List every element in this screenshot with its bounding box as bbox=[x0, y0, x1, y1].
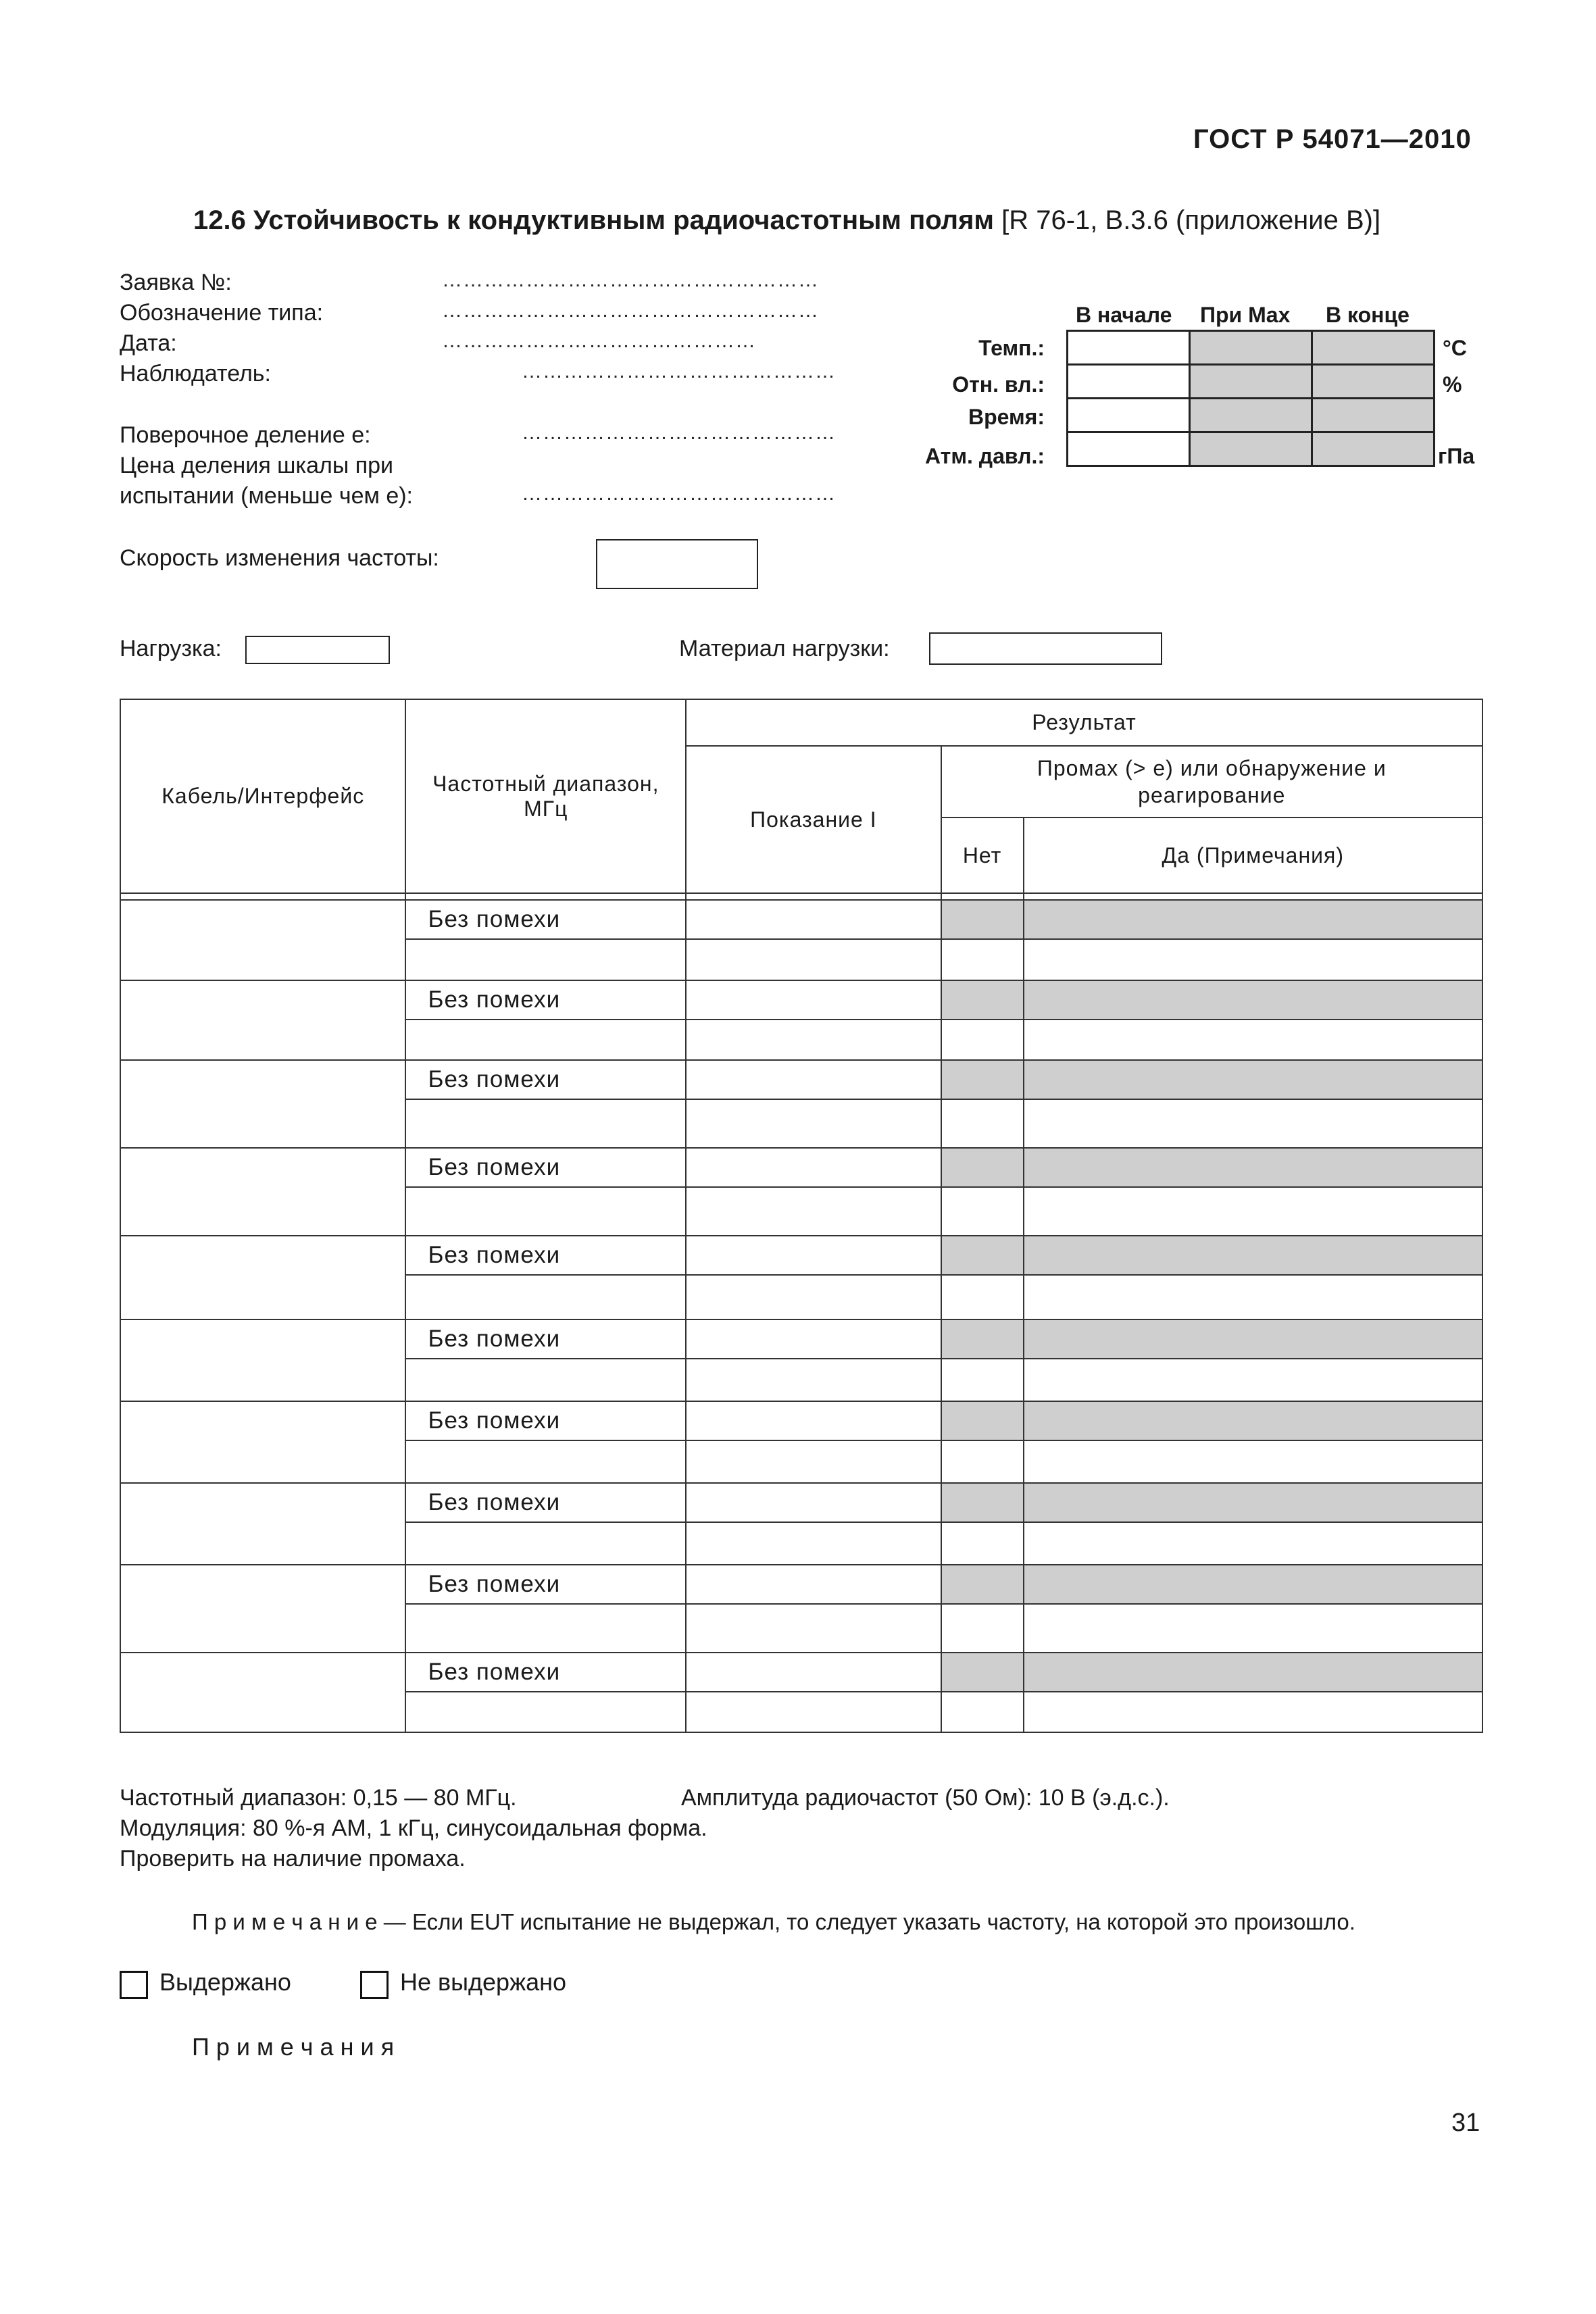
passed-checkbox[interactable] bbox=[120, 1971, 148, 1999]
entry-cell[interactable] bbox=[941, 1522, 1024, 1565]
env-cell[interactable] bbox=[1068, 331, 1190, 365]
shaded-cell bbox=[941, 1236, 1024, 1275]
cable-cell[interactable] bbox=[120, 1319, 405, 1401]
entry-cell[interactable] bbox=[405, 1020, 686, 1060]
cable-cell[interactable] bbox=[120, 1483, 405, 1565]
col-reading: Показание I bbox=[686, 746, 941, 893]
shaded-cell bbox=[1024, 1565, 1482, 1604]
entry-cell[interactable] bbox=[941, 1440, 1024, 1483]
entry-cell[interactable] bbox=[941, 1099, 1024, 1148]
separator-cell bbox=[1024, 893, 1482, 900]
form-label-scale-2: испытании (меньше чем e): bbox=[120, 483, 413, 509]
form-dots-application[interactable]: ……………………………………………… bbox=[442, 269, 819, 291]
entry-cell[interactable] bbox=[686, 1020, 941, 1060]
no-interference-label: Без помехи bbox=[405, 1148, 686, 1187]
cable-cell[interactable] bbox=[120, 1236, 405, 1319]
env-unit-percent: % bbox=[1443, 372, 1462, 397]
separator-cell bbox=[405, 893, 686, 900]
no-interference-label: Без помехи bbox=[405, 980, 686, 1020]
entry-cell[interactable] bbox=[686, 1692, 941, 1732]
entry-cell[interactable] bbox=[1024, 1187, 1482, 1236]
col-yes-notes: Да (Примечания) bbox=[1024, 818, 1482, 893]
env-cell-shaded bbox=[1190, 331, 1312, 365]
table-row bbox=[120, 1319, 1482, 1359]
shaded-cell bbox=[1024, 1483, 1482, 1522]
failed-label: Не выдержано bbox=[400, 1968, 567, 1996]
col-miss-detection: Промах (> e) или обнаружение и реагирование bbox=[941, 746, 1482, 818]
reading-cell[interactable] bbox=[686, 1319, 941, 1359]
entry-cell[interactable] bbox=[941, 1187, 1024, 1236]
shaded-cell bbox=[941, 1319, 1024, 1359]
form-dots-scale[interactable]: ……………………………………… bbox=[522, 482, 836, 505]
entry-cell[interactable] bbox=[405, 939, 686, 980]
form-label-observer: Наблюдатель: bbox=[120, 361, 271, 386]
table-row bbox=[120, 1148, 1482, 1187]
col-no: Нет bbox=[941, 818, 1024, 893]
env-col-end: В конце bbox=[1326, 303, 1410, 327]
rate-input-box[interactable] bbox=[596, 539, 758, 589]
standard-number: ГОСТ Р 54071—2010 bbox=[1193, 124, 1472, 154]
shaded-cell bbox=[941, 1148, 1024, 1187]
entry-cell[interactable] bbox=[686, 1099, 941, 1148]
entry-cell[interactable] bbox=[941, 939, 1024, 980]
env-col-start: В начале bbox=[1076, 303, 1172, 327]
form-dots-date[interactable]: ……………………………………… bbox=[442, 330, 756, 352]
entry-cell[interactable] bbox=[405, 1522, 686, 1565]
shaded-cell bbox=[941, 1565, 1024, 1604]
separator-cell bbox=[686, 893, 941, 900]
entry-cell[interactable] bbox=[686, 939, 941, 980]
entry-cell[interactable] bbox=[941, 1275, 1024, 1319]
entry-cell[interactable] bbox=[1024, 1692, 1482, 1732]
env-label-temp: Темп.: bbox=[978, 336, 1045, 360]
cable-cell[interactable] bbox=[120, 1565, 405, 1653]
entry-cell[interactable] bbox=[1024, 1020, 1482, 1060]
reading-cell[interactable] bbox=[686, 1236, 941, 1275]
shaded-cell bbox=[941, 900, 1024, 939]
env-cell[interactable] bbox=[1068, 365, 1190, 399]
form-dots-verification[interactable]: ……………………………………… bbox=[522, 422, 836, 444]
shaded-cell bbox=[1024, 900, 1482, 939]
shaded-cell bbox=[1024, 1148, 1482, 1187]
entry-cell[interactable] bbox=[941, 1692, 1024, 1732]
section-title-ref: [R 76-1, В.3.6 (приложение В)] bbox=[994, 205, 1381, 235]
entry-cell[interactable] bbox=[686, 1440, 941, 1483]
table-row bbox=[120, 1060, 1482, 1099]
col-cable-interface: Кабель/Интерфейс bbox=[120, 699, 405, 893]
reading-cell[interactable] bbox=[686, 1401, 941, 1440]
shaded-cell bbox=[1024, 1319, 1482, 1359]
shaded-cell bbox=[1024, 1401, 1482, 1440]
no-interference-label: Без помехи bbox=[405, 1319, 686, 1359]
reading-cell[interactable] bbox=[686, 1653, 941, 1692]
entry-cell[interactable] bbox=[405, 1187, 686, 1236]
load-material-label: Материал нагрузки: bbox=[679, 636, 890, 661]
footer-modulation: Модуляция: 80 %-я АМ, 1 кГц, синусоидальная форма. bbox=[120, 1815, 707, 1841]
entry-cell[interactable] bbox=[686, 1187, 941, 1236]
entry-cell[interactable] bbox=[686, 1359, 941, 1401]
shaded-cell bbox=[941, 1653, 1024, 1692]
form-label-application: Заявка №: bbox=[120, 270, 232, 295]
rate-label: Скорость изменения частоты: bbox=[120, 545, 439, 571]
entry-cell[interactable] bbox=[405, 1604, 686, 1653]
section-title-bold: 12.6 Устойчивость к кондуктивным радиочастотным полям bbox=[193, 205, 994, 235]
form-label-verification: Поверочное деление e: bbox=[120, 422, 371, 448]
form-label-scale-1: Цена деления шкалы при bbox=[120, 453, 394, 478]
reading-cell[interactable] bbox=[686, 1060, 941, 1099]
env-label-time: Время: bbox=[968, 405, 1045, 429]
cable-cell[interactable] bbox=[120, 900, 405, 980]
shaded-cell bbox=[941, 980, 1024, 1020]
entry-cell[interactable] bbox=[405, 1275, 686, 1319]
footer-check: Проверить на наличие промаха. bbox=[120, 1846, 466, 1871]
table-row bbox=[120, 980, 1482, 1020]
no-interference-label: Без помехи bbox=[405, 1653, 686, 1692]
entry-cell[interactable] bbox=[1024, 1099, 1482, 1148]
entry-cell[interactable] bbox=[686, 1275, 941, 1319]
cable-cell[interactable] bbox=[120, 1148, 405, 1236]
form-dots-observer[interactable]: ……………………………………… bbox=[522, 360, 836, 382]
header-separator bbox=[120, 893, 1482, 900]
env-cell-shaded bbox=[1312, 399, 1435, 432]
no-interference-label: Без помехи bbox=[405, 900, 686, 939]
entry-cell[interactable] bbox=[941, 1359, 1024, 1401]
load-input-box[interactable] bbox=[245, 636, 390, 664]
env-cell-shaded bbox=[1312, 365, 1435, 399]
entry-cell[interactable] bbox=[405, 1099, 686, 1148]
notes-heading: П р и м е ч а н и я bbox=[192, 2033, 395, 2061]
entry-cell[interactable] bbox=[1024, 1522, 1482, 1565]
entry-cell[interactable] bbox=[941, 1604, 1024, 1653]
cable-cell[interactable] bbox=[120, 1401, 405, 1483]
env-cell-shaded bbox=[1190, 432, 1312, 466]
entry-cell[interactable] bbox=[1024, 1359, 1482, 1401]
note-prefix: П р и м е ч а н и е bbox=[192, 1909, 378, 1934]
env-cell-shaded bbox=[1190, 399, 1312, 432]
shaded-cell bbox=[941, 1483, 1024, 1522]
shaded-cell bbox=[941, 1060, 1024, 1099]
entry-cell[interactable] bbox=[1024, 1275, 1482, 1319]
table-row bbox=[120, 1653, 1482, 1692]
section-title bbox=[193, 207, 1380, 234]
form-label-type: Обозначение типа: bbox=[120, 300, 324, 326]
passed-label: Выдержано bbox=[159, 1968, 291, 1996]
table-row bbox=[120, 1236, 1482, 1275]
table-row bbox=[120, 900, 1482, 939]
footer-amplitude: Амплитуда радиочастот (50 Ом): 10 В (э.д.с.). bbox=[681, 1785, 1170, 1811]
no-interference-label: Без помехи bbox=[405, 1060, 686, 1099]
reading-cell[interactable] bbox=[686, 1565, 941, 1604]
entry-cell[interactable] bbox=[405, 1359, 686, 1401]
no-interference-label: Без помехи bbox=[405, 1401, 686, 1440]
table-row bbox=[120, 1401, 1482, 1440]
form-label-date: Дата: bbox=[120, 330, 177, 356]
cable-cell[interactable] bbox=[120, 980, 405, 1060]
shaded-cell bbox=[1024, 1236, 1482, 1275]
environment-table bbox=[1066, 330, 1435, 467]
env-label-pressure: Атм. давл.: bbox=[924, 444, 1045, 468]
entry-cell[interactable] bbox=[405, 1440, 686, 1483]
entry-cell[interactable] bbox=[1024, 1440, 1482, 1483]
shaded-cell bbox=[1024, 1060, 1482, 1099]
env-unit-hpa: гПа bbox=[1438, 444, 1475, 468]
footer-freq-range: Частотный диапазон: 0,15 — 80 МГц. bbox=[120, 1785, 517, 1811]
reading-cell[interactable] bbox=[686, 1483, 941, 1522]
env-cell-shaded bbox=[1312, 432, 1435, 466]
env-cell-shaded bbox=[1312, 331, 1435, 365]
results-table bbox=[120, 699, 1483, 1733]
entry-cell[interactable] bbox=[686, 1604, 941, 1653]
env-cell-shaded bbox=[1190, 365, 1312, 399]
entry-cell[interactable] bbox=[405, 1692, 686, 1732]
entry-cell[interactable] bbox=[1024, 1604, 1482, 1653]
load-label: Нагрузка: bbox=[120, 636, 222, 661]
page-number: 31 bbox=[1451, 2109, 1480, 2137]
load-material-input-box[interactable] bbox=[929, 632, 1162, 665]
env-unit-celsius: °C bbox=[1443, 336, 1467, 360]
reading-cell[interactable] bbox=[686, 900, 941, 939]
no-interference-label: Без помехи bbox=[405, 1236, 686, 1275]
env-cell[interactable] bbox=[1068, 399, 1190, 432]
shaded-cell bbox=[1024, 1653, 1482, 1692]
entry-cell[interactable] bbox=[941, 1020, 1024, 1060]
table-row bbox=[120, 1483, 1482, 1522]
cable-cell[interactable] bbox=[120, 1653, 405, 1732]
env-col-max: При Max bbox=[1200, 303, 1291, 327]
failed-checkbox[interactable] bbox=[360, 1971, 389, 1999]
shaded-cell bbox=[1024, 980, 1482, 1020]
footer-note bbox=[192, 1909, 1355, 1936]
form-dots-type[interactable]: ……………………………………………… bbox=[442, 299, 819, 322]
reading-cell[interactable] bbox=[686, 1148, 941, 1187]
no-interference-label: Без помехи bbox=[405, 1483, 686, 1522]
separator-cell bbox=[120, 893, 405, 900]
note-text: — Если EUT испытание не выдержал, то следует указать частоту, на которой это произошло. bbox=[377, 1909, 1355, 1934]
env-label-humidity: Отн. вл.: bbox=[952, 372, 1045, 397]
entry-cell[interactable] bbox=[1024, 939, 1482, 980]
table-row bbox=[120, 1565, 1482, 1604]
separator-cell bbox=[941, 893, 1024, 900]
col-result: Результат bbox=[686, 699, 1482, 746]
cable-cell[interactable] bbox=[120, 1060, 405, 1148]
no-interference-label: Без помехи bbox=[405, 1565, 686, 1604]
shaded-cell bbox=[941, 1401, 1024, 1440]
col-frequency-range: Частотный диапазон, МГц bbox=[405, 699, 686, 893]
entry-cell[interactable] bbox=[686, 1522, 941, 1565]
reading-cell[interactable] bbox=[686, 980, 941, 1020]
env-cell[interactable] bbox=[1068, 432, 1190, 466]
